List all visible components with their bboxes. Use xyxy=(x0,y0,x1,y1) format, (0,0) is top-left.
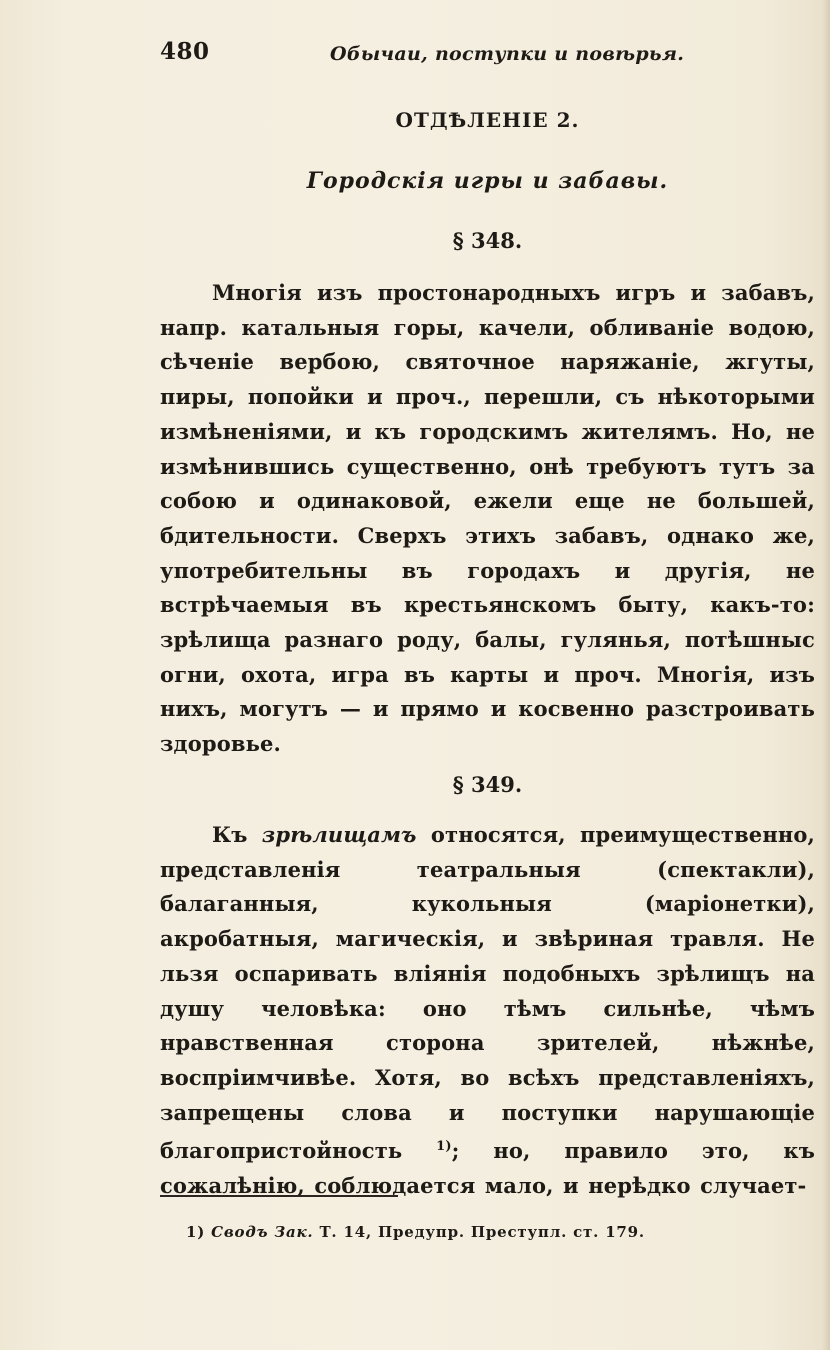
paragraph-349-body: относятся, преимущественно, представленія театральныя (спектакли), балаганныя, кукольныя (маріонетки), акробатныя, магическія, и звѣриная травля. Не льзя оспаривать вліянія подобныхъ зрѣлищъ на душу человѣка: оно тѣмъ сильнѣе, чѣмъ нравственная сторона зрителей, нѣжнѣе, воспріимчивѣе. Хотя, во всѣхъ представленіяхъ, запрещены слова и поступки нарушающіе благопристойность xyxy=(160,822,815,1164)
paragraph-349-emphasis: зрѣлищамъ xyxy=(261,822,417,847)
footnote-reference-marker: 1) xyxy=(436,1139,452,1155)
paragraph-348-text: Многія изъ простонародныхъ игръ и забавъ, напр. катальныя горы, качели, обливаніе водою, сѣченіе вербою, святочное наряжаніе, жгуты, пиры, попойки и проч., перешли, съ нѣкоторыми измѣненіями, и къ городскимъ жителямъ. Но, не измѣнившись существенно, онѣ требуютъ тутъ за собою и одинаковой, ежели еще не большей, бдительности. Сверхъ этихъ забавъ, однако же, употребительны въ городахъ и другія, не встрѣчаемыя въ крестьянскомъ быту, какъ-то: зрѣлища разнаго роду, балы, гулянья, потѣшныс огни, охота, игра въ карты и проч. Многія, изъ нихъ, могутъ — и прямо и косвенно разстроивать здоровье. xyxy=(160,280,815,757)
footnote-divider xyxy=(160,1195,398,1197)
page-number: 480 xyxy=(160,38,210,65)
running-title: Обычаи, поступки и повѣрья. xyxy=(330,43,685,65)
paragraph-number-349: § 349. xyxy=(452,772,523,797)
paragraph-number-348: § 348. xyxy=(452,228,523,253)
page-edge-shadow xyxy=(822,0,830,1350)
section-heading: ОТДѢЛЕНІЕ 2. xyxy=(395,108,580,132)
section-subtitle: Городскія игры и забавы. xyxy=(306,168,669,194)
paragraph-349-continuation: ; но, правило это, къ сожалѣнію, соблюдается мало, и нерѣдко случает- xyxy=(160,1138,815,1199)
footnote-marker: 1) xyxy=(186,1223,206,1241)
footnote-reference: Т. 14, Предупр. Преступл. ст. 179. xyxy=(319,1223,645,1241)
paragraph-349-text xyxy=(160,818,815,1204)
paragraph-349-lead-word: Къ xyxy=(212,822,248,847)
footnote xyxy=(186,1223,645,1241)
footnote-source: Сводъ Зак. xyxy=(211,1223,314,1241)
